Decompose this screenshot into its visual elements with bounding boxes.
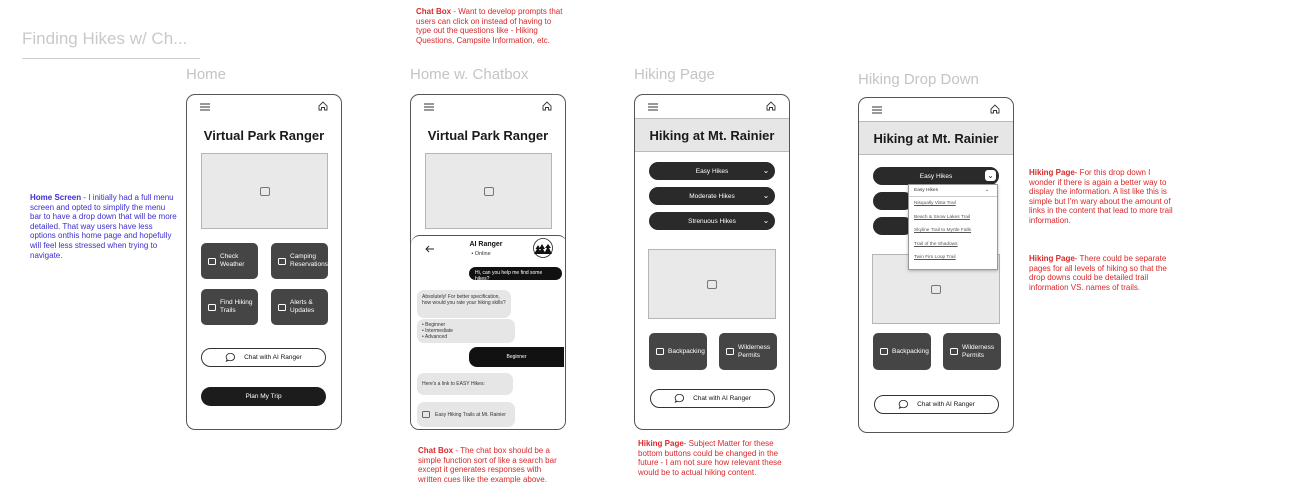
note-text: - Want to develop prompts that users can click on instead of having to type out the questions like - Hiking Questions, Campsite Information, etc. xyxy=(416,7,563,45)
trail-link[interactable]: Skyline Trail to Myrtle Falls xyxy=(914,228,972,233)
frame-label-home-chat[interactable]: Home w. Chatbox xyxy=(410,66,529,83)
chat-bubble-icon xyxy=(898,399,909,410)
frame-label-hiking[interactable]: Hiking Page xyxy=(634,66,715,83)
hero-image-placeholder xyxy=(201,153,328,229)
tile-label: Wilderness Permits xyxy=(738,343,771,359)
backpacking-tile[interactable] xyxy=(873,333,931,370)
trail-link[interactable]: Trail of the Shadows xyxy=(914,241,958,247)
back-arrow-icon[interactable] xyxy=(425,245,435,253)
chat-bubble-icon xyxy=(225,352,236,363)
page-banner xyxy=(635,118,789,152)
chat-panel[interactable] xyxy=(411,235,566,430)
chat-button-label: Chat with AI Ranger xyxy=(693,395,751,402)
tile-label: Check Weather xyxy=(220,253,245,268)
link-card-label: Easy Hiking Trails at Mt. Rainier xyxy=(435,411,506,418)
note-text: - Subject Matter for these bottom buttons could be changed in the future - I am not sure how relevant these would be to actual hiking content. xyxy=(638,439,782,477)
link-card[interactable] xyxy=(417,402,515,427)
note-heading: Chat Box xyxy=(418,446,454,455)
tile-label: Backpacking xyxy=(892,347,929,355)
chat-button-label: Chat with AI Ranger xyxy=(917,401,975,408)
note-text: - The chat box should be a simple function sort of like a search bar except it generates responses with written cues like the example above. xyxy=(418,446,557,484)
frame-label-home[interactable]: Home xyxy=(186,66,227,83)
menu-icon[interactable] xyxy=(871,104,883,116)
trail-link[interactable]: Twin Firs Loop Trail xyxy=(914,255,956,260)
note-heading: Hiking Page xyxy=(1029,168,1075,177)
option-beginner[interactable]: • Beginner xyxy=(422,322,446,328)
phone-frame-hiking-dropdown[interactable] xyxy=(858,97,1014,433)
page-title: Hiking at Mt. Rainier xyxy=(873,131,999,146)
dropdown-list-header[interactable] xyxy=(909,185,997,197)
image-icon xyxy=(208,304,216,311)
note-text: - I initially had a full menu screen and opted to simplify the menu bar to have a drop down that will be more detailed. That way users have less options onthis home page and hopefully will feel less stressed when trying to navigate. xyxy=(30,193,177,260)
chat-options-bubble xyxy=(417,319,515,343)
note-heading: Hiking Page xyxy=(638,439,684,448)
moderate-hikes-dropdown[interactable] xyxy=(649,187,775,205)
chat-bubble-icon xyxy=(674,393,685,404)
app-title: Virtual Park Ranger xyxy=(427,128,549,143)
wilderness-permits-tile[interactable] xyxy=(943,333,1001,370)
chevron-down-icon: ⌄ xyxy=(762,190,770,200)
dropdown-label: Strenuous Hikes xyxy=(688,217,736,225)
moderate-hikes-dropdown[interactable] xyxy=(873,192,913,210)
image-icon xyxy=(707,280,717,289)
dropdown-label: Easy Hikes xyxy=(695,167,729,175)
page-banner xyxy=(859,121,1013,155)
note-chat-box-top[interactable] xyxy=(416,7,566,45)
camping-reservations-tile[interactable] xyxy=(271,243,328,279)
strenuous-hikes-dropdown[interactable] xyxy=(649,212,775,230)
phone-frame-hiking[interactable] xyxy=(634,94,790,430)
plan-my-trip-button[interactable]: Plan My Trip xyxy=(201,387,326,406)
image-icon xyxy=(931,285,941,294)
ranger-avatar-icon xyxy=(532,238,554,258)
alerts-updates-tile[interactable] xyxy=(271,289,328,325)
chat-with-ai-ranger-button[interactable] xyxy=(874,395,999,414)
note-heading: Home Screen xyxy=(30,193,82,202)
chat-message-user: Beginner xyxy=(469,347,564,367)
image-icon xyxy=(726,348,734,355)
home-icon[interactable] xyxy=(317,100,329,112)
option-intermediate[interactable]: • Intermediate xyxy=(422,328,453,334)
backpacking-tile[interactable] xyxy=(649,333,707,370)
chat-header-status: • Online xyxy=(471,251,491,257)
image-icon xyxy=(484,187,494,196)
tile-label: Backpacking xyxy=(668,347,705,355)
menu-icon[interactable] xyxy=(423,101,435,113)
strenuous-hikes-dropdown[interactable] xyxy=(873,217,913,235)
find-hiking-trails-tile[interactable] xyxy=(201,289,258,325)
image-icon xyxy=(950,348,958,355)
app-title: Virtual Park Ranger xyxy=(203,128,325,143)
note-chat-box-bottom[interactable] xyxy=(418,446,566,484)
image-icon xyxy=(656,348,664,355)
trail-image-placeholder xyxy=(648,249,776,319)
chat-message-bot: Here's a link to EASY Hikes: xyxy=(417,373,513,395)
note-text: - For this drop down I wonder if there is again a better way to display the information. A list like this is simple but I'm wary about the amount of links in the content that lead to more trail information. xyxy=(1029,168,1173,225)
chat-header-name: AI Ranger xyxy=(469,241,503,248)
chat-message-bot: Absolutely! For better specification, how would you rate your hiking skills? xyxy=(417,290,511,318)
trail-dropdown-list[interactable] xyxy=(908,184,998,270)
image-icon xyxy=(278,304,286,311)
frame-label-hiking-dropdown[interactable]: Hiking Drop Down xyxy=(858,71,979,88)
dropdown-list-header-label: Easy Hikes xyxy=(914,188,938,193)
chevron-down-icon: ⌄ xyxy=(984,188,989,193)
note-heading: Chat Box xyxy=(416,7,452,16)
menu-icon[interactable] xyxy=(199,101,211,113)
home-icon[interactable] xyxy=(765,100,777,112)
trail-link[interactable]: Nisqually Vista Trail xyxy=(914,201,956,206)
image-icon xyxy=(260,187,270,196)
image-icon xyxy=(208,258,216,265)
dropdown-label: Easy Hikes xyxy=(919,172,953,180)
tile-label: Wilderness Permits xyxy=(962,343,995,359)
note-heading: Hiking Page xyxy=(1029,254,1075,263)
image-icon xyxy=(278,258,286,265)
menu-icon[interactable] xyxy=(647,101,659,113)
note-hiking-dropdown-1[interactable] xyxy=(1029,168,1177,226)
image-icon xyxy=(880,348,888,355)
image-icon xyxy=(422,411,430,418)
tile-label: Camping Reservations xyxy=(290,253,328,268)
home-icon[interactable] xyxy=(989,103,1001,115)
chat-button-label: Chat with AI Ranger xyxy=(244,354,302,361)
easy-hikes-dropdown[interactable] xyxy=(649,162,775,180)
option-advanced[interactable]: • Advanced xyxy=(422,334,448,340)
canvas-divider xyxy=(22,58,200,59)
page-title: Hiking at Mt. Rainier xyxy=(649,128,775,143)
chat-with-ai-ranger-button[interactable] xyxy=(650,389,775,408)
note-text: - There could be separate pages for all levels of hiking so that the drop downs could be detailed trail information VS. names of trails. xyxy=(1029,254,1167,292)
chevron-down-icon: ⌄ xyxy=(762,215,770,225)
chat-with-ai-ranger-button[interactable] xyxy=(201,348,326,367)
phone-frame-home[interactable] xyxy=(186,94,342,430)
note-hiking-dropdown-2[interactable] xyxy=(1029,254,1177,292)
tile-label: Find Hiking Trails xyxy=(220,299,253,314)
hero-image-placeholder xyxy=(425,153,552,229)
home-icon[interactable] xyxy=(541,100,553,112)
phone-frame-home-chat[interactable] xyxy=(410,94,566,430)
easy-hikes-dropdown-open[interactable] xyxy=(873,167,999,185)
canvas-title[interactable]: Finding Hikes w/ Ch... xyxy=(22,29,188,48)
note-hiking-page[interactable] xyxy=(638,439,786,477)
wilderness-permits-tile[interactable] xyxy=(719,333,777,370)
dropdown-label: Moderate Hikes xyxy=(689,192,735,200)
chat-message-user: Hi, can you help me find some hikes? xyxy=(469,267,562,280)
trail-link[interactable]: Beach & Snow Lakes Trail xyxy=(914,214,970,220)
note-home-screen[interactable] xyxy=(30,193,178,260)
tile-label: Alerts & Updates xyxy=(290,299,315,314)
chevron-down-icon: ⌄ xyxy=(762,165,770,175)
check-weather-tile[interactable] xyxy=(201,243,258,279)
chevron-down-icon: ⌄ xyxy=(985,170,996,181)
